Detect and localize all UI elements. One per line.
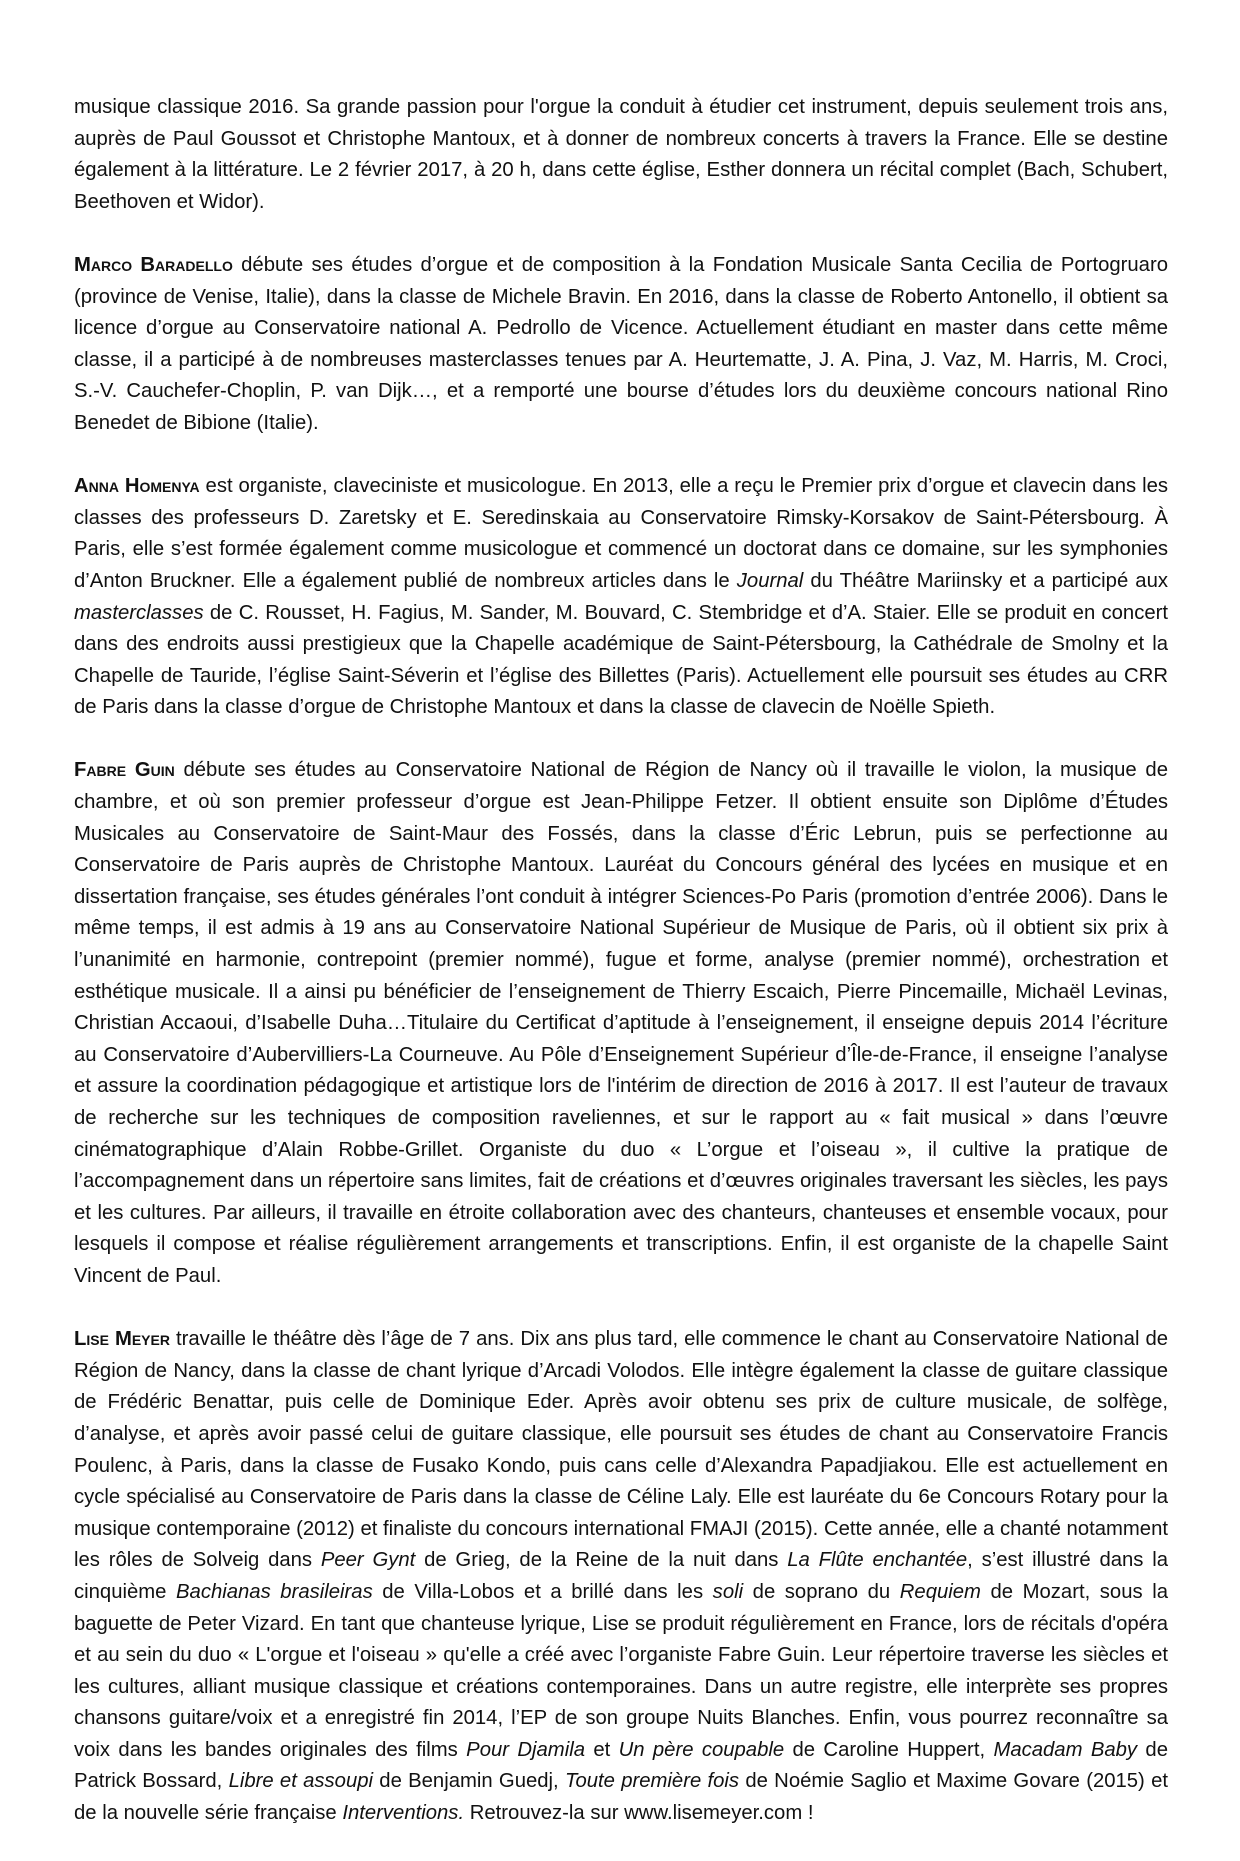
body-text: et: [584, 1738, 619, 1761]
body-text: , s’est illustré dans la cinquième: [74, 1549, 1168, 1603]
bio-anna-homenya: [74, 471, 1168, 724]
body-text: de C. Rousset, H. Fagius, M. Sander, M. Bouvard, C. Stembridge et d’A. Staier. Elle se produit en concert dans des endroits aussi prestigieux que la Chapelle académique de Saint-Pétersbourg, la Cathédrale de Smolny et la Chapelle de Tauride, l’église Saint-Séverin et l’église des Billettes (Paris). Actuellement elle poursuit ses études au CRR de Paris dans la classe d’orgue de Christophe Mantoux et dans la classe de clavecin de Noëlle Spieth.: [74, 601, 1168, 719]
body-text: de Patrick Bossard,: [74, 1738, 1168, 1793]
italic-title: Journal: [736, 569, 804, 592]
body-text: travaille le théâtre dès l’âge de 7 ans. Dix ans plus tard, elle commence le chant au Conservatoire National de Région de Nancy, dans la classe de chant lyrique d’Arcadi Volodos. Elle intègre également la classe de guitare classique de Frédéric Benattar, puis celle de Dominique Eder. Après avoir obtenu ses prix de culture musicale, de solfège, d’analyse, et après avoir passé celui de guitare classique, elle poursuit ses études de chant au Conservatoire Francis Poulenc, à Paris, dans la classe de Fusako Kondo, puis cans celle d’Alexandra Papadjiakou. Elle est actuellement en cycle spécialisé au Conservatoire de Paris dans la classe de Céline Laly. Elle est lauréate du 6e Concours Rotary pour la musique contemporaine (2012) et finaliste du concours international FMAJI (2015). Cette année, elle a chanté notamment les rôles de Solveig dans: [74, 1328, 1169, 1572]
italic-title: Macadam Baby: [993, 1738, 1138, 1761]
person-name: Anna Homenya: [74, 475, 200, 498]
body-text: de soprano du: [743, 1580, 900, 1603]
body-text: est organiste, claveciniste et musicologue. En 2013, elle a reçu le Premier prix d’orgue et clavecin dans les classes des professeurs D. Zaretsky et E. Seredinskaia au Conservatoire Rimsky-Korsakov de Saint-Pétersbourg. À Paris, elle s’est formée également comme musicologue et commencé un doctorat dans ce domaine, sur les symphonies d’Anton Bruckner. Elle a également publié de nombreux articles dans le: [74, 475, 1168, 592]
person-name: Lise Meyer: [74, 1328, 170, 1351]
body-text: débute ses études au Conservatoire National de Région de Nancy où il travaille le violon, la musique de chambre, et où son premier professeur d’orgue est Jean-Philippe Fetzer. Il obtient ensuite son Diplôme d’Études Musicales au Conservatoire de Saint-Maur des Fossés, dans la classe d’Éric Lebrun, puis se perfectionne au Conservatoire de Paris auprès de Christophe Mantoux. Lauréat du Concours général des lycées en musique et en dissertation française, ses études générales l’ont conduit à intégrer Sciences-Po Paris (promotion d’entrée 2006). Dans le même temps, il est admis à 19 ans au Conservatoire National Supérieur de Musique de Paris, où il obtient six prix à l’unanimité en harmonie, contrepoint (premier nommé), fugue et forme, analyse (premier nommé), orchestration et esthétique musicale. Il a ainsi pu bénéficier de l’enseignement de Thierry Escaich, Pierre Pincemaille, Michaël Levinas, Christian Accaoui, d’Isabelle Duha…Titulaire du Certificat d’aptitude à l’enseignement, il enseigne depuis 2014 l’écriture au Conservatoire d’Aubervilliers-La Courneuve. Au Pôle d’Enseignement Supérieur d’Île-de-France, il enseigne l’analyse et assure la coordination pédagogique et artistique lors de l'intérim de direction de 2016 à 2017. Il est l’auteur de travaux de recherche sur les techniques de composition raveliennes, et sur le rapport au « fait musical » dans l’œuvre cinématographique d’Alain Robbe-Grillet. Organiste du duo « L’orgue et l’oiseau », il cultive la pratique de l’accompagnement dans un répertoire sans limites, fait de créations et d’œuvres originales traversant les siècles, les pays et les cultures. Par ailleurs, il travaille en étroite collaboration avec des chanteurs, chanteuses et ensemble vocaux, pour lesquels il compose et réalise régulièrement arrangements et transcriptions. Enfin, il est organiste de la chapelle Saint Vincent de Paul.: [74, 759, 1168, 1287]
body-text: musique classique 2016. Sa grande passion pour l'orgue la conduit à étudier cet instrument, depuis seulement trois ans, auprès de Paul Goussot et Christophe Mantoux, et à donner de nombreux concerts à travers la France. Elle se destine également à la littérature. Le 2 février 2017, à 20 h, dans cette église, Esther donnera un récital complet (Bach, Schubert, Beethoven et Widor).: [74, 96, 1168, 213]
italic-title: masterclasses: [74, 601, 204, 624]
body-text: de Benjamin Guedj,: [373, 1770, 565, 1793]
italic-title: Libre et assoupi: [228, 1770, 374, 1793]
body-text: débute ses études d’orgue et de composition à la Fondation Musicale Santa Cecilia de Portogruaro (province de Venise, Italie), dans la classe de Michele Bravin. En 2016, dans la classe de Roberto Antonello, il obtient sa licence d’orgue au Conservatoire national A. Pedrollo de Vicence. Actuellement étudiant en master dans cette même classe, il a participé à de nombreuses masterclasses tenues par A. Heurtematte, J. A. Pina, J. Vaz, M. Harris, M. Croci, S.-V. Cauchefer-Choplin, P. van Dijk…, et a remporté une bourse d’études lors du deuxième concours national Rino Benedet de Bibione (Italie).: [74, 253, 1168, 434]
italic-title: Un père coupable: [618, 1738, 785, 1761]
body-text: Retrouvez-la sur www.lisemeyer.com !: [464, 1802, 814, 1825]
person-name: Fabre Guin: [74, 759, 175, 782]
body-text: de Grieg, de la Reine de la nuit dans: [415, 1549, 788, 1572]
italic-title: soli: [712, 1580, 744, 1603]
body-text: du Théâtre Mariinsky et a participé aux: [803, 569, 1168, 592]
bio-fabre-guin: [74, 755, 1168, 1292]
bio-marco-baradello: [74, 250, 1168, 440]
person-name: Marco Baradello: [74, 253, 233, 276]
italic-title: Requiem: [899, 1580, 981, 1603]
document-page: [74, 92, 1168, 1861]
italic-title: Interventions.: [342, 1802, 465, 1825]
italic-title: Toute première fois: [564, 1770, 740, 1793]
italic-title: Bachianas brasileiras: [176, 1580, 373, 1603]
bio-esther: [74, 92, 1168, 218]
italic-title: Peer Gynt: [320, 1549, 416, 1572]
body-text: de Mozart, sous la baguette de Peter Vizard. En tant que chanteuse lyrique, Lise se produit régulièrement en France, lors de récitals d'opéra et au sein du duo « L'orgue et l'oiseau » qu'elle a créé avec l’organiste Fabre Guin. Leur répertoire traverse les siècles et les cultures, alliant musique classique et créations contemporaines. Dans un autre registre, elle interprète ses propres chansons guitare/voix et a enregistré fin 2014, l’EP de son groupe Nuits Blanches. Enfin, vous pourrez reconnaître sa voix dans les bandes originales des films: [74, 1580, 1168, 1761]
body-text: de Villa-Lobos et a brillé dans les: [372, 1580, 713, 1603]
italic-title: La Flûte enchantée: [787, 1549, 968, 1572]
body-text: de Noémie Saglio et Maxime Govare (2015) et de la nouvelle série française: [74, 1770, 1168, 1825]
italic-title: Pour Djamila: [466, 1738, 585, 1761]
body-text: de Caroline Huppert,: [784, 1738, 994, 1761]
